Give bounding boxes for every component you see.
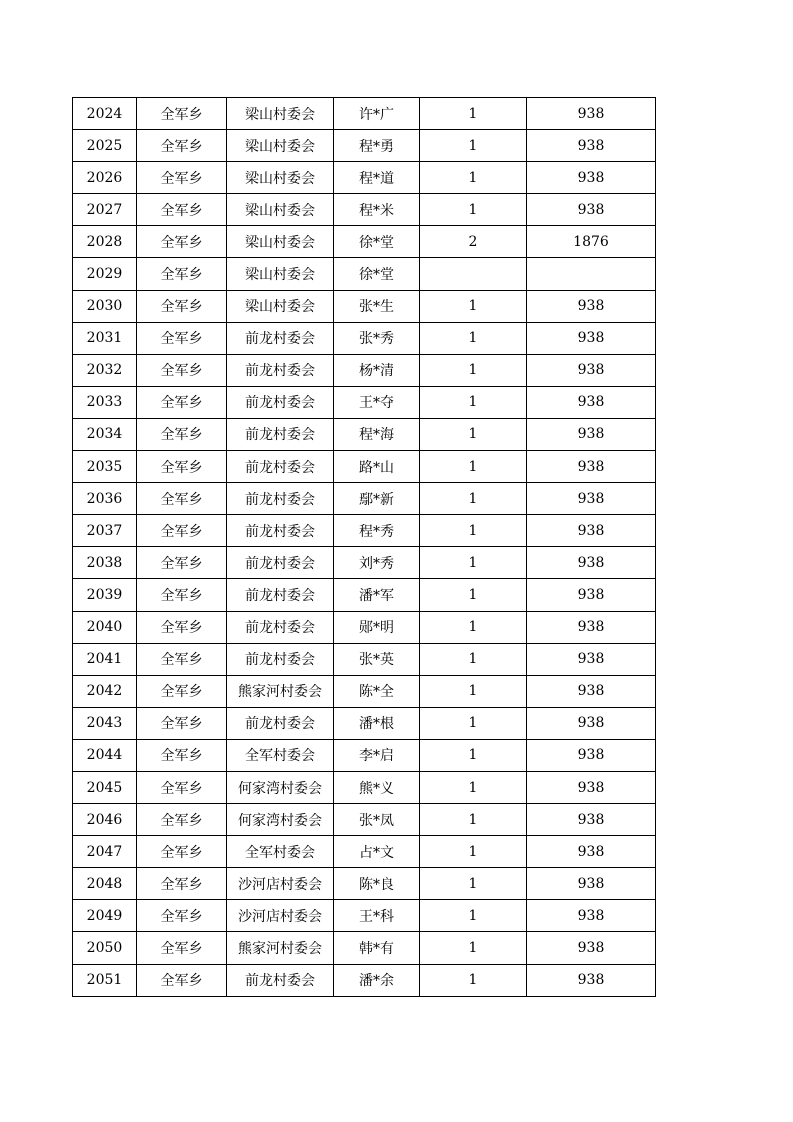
cell-name: 刘*秀 [334, 547, 420, 579]
cell-name: 熊*义 [334, 771, 420, 803]
cell-village: 梁山村委会 [227, 226, 334, 258]
cell-name: 张*秀 [334, 322, 420, 354]
table-row [73, 386, 656, 418]
cell-township: 全军乡 [137, 98, 227, 130]
cell-township: 全军乡 [137, 771, 227, 803]
cell-name: 张*凤 [334, 804, 420, 836]
cell-name: 张*英 [334, 643, 420, 675]
table-row [73, 194, 656, 226]
cell-number: 2039 [73, 579, 137, 611]
table-body [73, 98, 656, 997]
cell-amount: 938 [527, 322, 656, 354]
cell-number: 2033 [73, 386, 137, 418]
cell-count: 1 [420, 675, 527, 707]
table-row [73, 130, 656, 162]
cell-count: 1 [420, 515, 527, 547]
cell-village: 梁山村委会 [227, 258, 334, 290]
cell-village: 梁山村委会 [227, 98, 334, 130]
cell-township: 全军乡 [137, 579, 227, 611]
cell-township: 全军乡 [137, 290, 227, 322]
cell-name: 许*广 [334, 98, 420, 130]
cell-village: 前龙村委会 [227, 707, 334, 739]
cell-village: 前龙村委会 [227, 418, 334, 450]
cell-number: 2035 [73, 451, 137, 483]
cell-amount: 938 [527, 130, 656, 162]
cell-village: 全军村委会 [227, 739, 334, 771]
cell-count: 1 [420, 290, 527, 322]
cell-name: 韩*有 [334, 932, 420, 964]
cell-number: 2044 [73, 739, 137, 771]
table-row [73, 707, 656, 739]
cell-name: 程*海 [334, 418, 420, 450]
cell-village: 全军村委会 [227, 836, 334, 868]
cell-name: 郧*明 [334, 611, 420, 643]
cell-township: 全军乡 [137, 322, 227, 354]
cell-count: 1 [420, 483, 527, 515]
cell-township: 全军乡 [137, 707, 227, 739]
cell-township: 全军乡 [137, 900, 227, 932]
cell-amount: 938 [527, 964, 656, 996]
cell-village: 何家湾村委会 [227, 804, 334, 836]
table-row [73, 98, 656, 130]
cell-village: 前龙村委会 [227, 451, 334, 483]
cell-name: 潘*余 [334, 964, 420, 996]
cell-count: 1 [420, 418, 527, 450]
cell-township: 全军乡 [137, 611, 227, 643]
cell-number: 2032 [73, 354, 137, 386]
cell-number: 2036 [73, 483, 137, 515]
cell-number: 2025 [73, 130, 137, 162]
cell-amount: 938 [527, 643, 656, 675]
cell-township: 全军乡 [137, 130, 227, 162]
cell-name: 程*道 [334, 162, 420, 194]
cell-count: 1 [420, 579, 527, 611]
table-row [73, 739, 656, 771]
cell-count: 1 [420, 98, 527, 130]
cell-count: 1 [420, 771, 527, 803]
data-table [72, 97, 656, 997]
cell-count: 1 [420, 162, 527, 194]
cell-count: 1 [420, 322, 527, 354]
table-row [73, 547, 656, 579]
table-row [73, 836, 656, 868]
cell-village: 前龙村委会 [227, 354, 334, 386]
cell-amount: 938 [527, 418, 656, 450]
cell-number: 2026 [73, 162, 137, 194]
cell-name: 徐*堂 [334, 258, 420, 290]
cell-township: 全军乡 [137, 418, 227, 450]
cell-township: 全军乡 [137, 194, 227, 226]
cell-name: 潘*根 [334, 707, 420, 739]
table-row [73, 579, 656, 611]
cell-amount: 938 [527, 515, 656, 547]
cell-name: 张*生 [334, 290, 420, 322]
cell-number: 2046 [73, 804, 137, 836]
cell-amount: 938 [527, 162, 656, 194]
table-row [73, 771, 656, 803]
cell-village: 前龙村委会 [227, 643, 334, 675]
cell-name: 陈*良 [334, 868, 420, 900]
cell-amount: 938 [527, 739, 656, 771]
cell-village: 熊家河村委会 [227, 675, 334, 707]
table-row [73, 483, 656, 515]
cell-count [420, 258, 527, 290]
cell-count: 1 [420, 932, 527, 964]
cell-township: 全军乡 [137, 386, 227, 418]
cell-village: 前龙村委会 [227, 579, 334, 611]
cell-township: 全军乡 [137, 868, 227, 900]
cell-number: 2038 [73, 547, 137, 579]
table-row [73, 354, 656, 386]
cell-number: 2051 [73, 964, 137, 996]
cell-village: 梁山村委会 [227, 130, 334, 162]
cell-name: 王*夺 [334, 386, 420, 418]
cell-count: 1 [420, 804, 527, 836]
cell-number: 2045 [73, 771, 137, 803]
cell-number: 2042 [73, 675, 137, 707]
cell-count: 1 [420, 611, 527, 643]
cell-name: 占*文 [334, 836, 420, 868]
cell-amount: 938 [527, 386, 656, 418]
cell-count: 1 [420, 451, 527, 483]
cell-number: 2024 [73, 98, 137, 130]
cell-township: 全军乡 [137, 643, 227, 675]
cell-township: 全军乡 [137, 162, 227, 194]
cell-number: 2043 [73, 707, 137, 739]
cell-name: 潘*军 [334, 579, 420, 611]
table-row [73, 804, 656, 836]
cell-township: 全军乡 [137, 258, 227, 290]
cell-count: 1 [420, 194, 527, 226]
cell-village: 前龙村委会 [227, 547, 334, 579]
cell-amount: 938 [527, 579, 656, 611]
cell-count: 1 [420, 964, 527, 996]
cell-amount: 938 [527, 194, 656, 226]
cell-amount: 938 [527, 707, 656, 739]
cell-name: 王*科 [334, 900, 420, 932]
cell-amount: 938 [527, 354, 656, 386]
cell-township: 全军乡 [137, 675, 227, 707]
cell-township: 全军乡 [137, 932, 227, 964]
cell-township: 全军乡 [137, 547, 227, 579]
table-row [73, 290, 656, 322]
cell-amount: 938 [527, 900, 656, 932]
cell-number: 2028 [73, 226, 137, 258]
table-row [73, 611, 656, 643]
cell-village: 梁山村委会 [227, 162, 334, 194]
cell-count: 1 [420, 836, 527, 868]
table-row [73, 643, 656, 675]
table-row [73, 322, 656, 354]
table-row [73, 515, 656, 547]
cell-name: 李*启 [334, 739, 420, 771]
table-row [73, 258, 656, 290]
cell-amount: 938 [527, 804, 656, 836]
cell-village: 梁山村委会 [227, 290, 334, 322]
cell-amount: 938 [527, 98, 656, 130]
cell-name: 杨*清 [334, 354, 420, 386]
cell-name: 程*米 [334, 194, 420, 226]
cell-amount: 938 [527, 547, 656, 579]
cell-name: 程*勇 [334, 130, 420, 162]
cell-amount: 938 [527, 451, 656, 483]
cell-number: 2029 [73, 258, 137, 290]
cell-village: 沙河店村委会 [227, 868, 334, 900]
table-row [73, 162, 656, 194]
cell-village: 前龙村委会 [227, 483, 334, 515]
cell-count: 2 [420, 226, 527, 258]
cell-village: 何家湾村委会 [227, 771, 334, 803]
table-row [73, 964, 656, 996]
cell-number: 2041 [73, 643, 137, 675]
cell-number: 2050 [73, 932, 137, 964]
cell-township: 全军乡 [137, 836, 227, 868]
cell-count: 1 [420, 386, 527, 418]
cell-number: 2034 [73, 418, 137, 450]
cell-number: 2031 [73, 322, 137, 354]
cell-amount: 1876 [527, 226, 656, 258]
cell-township: 全军乡 [137, 515, 227, 547]
cell-village: 熊家河村委会 [227, 932, 334, 964]
table-row [73, 675, 656, 707]
cell-township: 全军乡 [137, 226, 227, 258]
cell-name: 程*秀 [334, 515, 420, 547]
table-row [73, 900, 656, 932]
cell-name: 陈*全 [334, 675, 420, 707]
cell-count: 1 [420, 643, 527, 675]
cell-amount: 938 [527, 836, 656, 868]
cell-count: 1 [420, 130, 527, 162]
cell-number: 2048 [73, 868, 137, 900]
cell-name: 徐*堂 [334, 226, 420, 258]
cell-township: 全军乡 [137, 354, 227, 386]
cell-count: 1 [420, 739, 527, 771]
cell-count: 1 [420, 707, 527, 739]
cell-amount: 938 [527, 868, 656, 900]
cell-township: 全军乡 [137, 451, 227, 483]
table-row [73, 932, 656, 964]
cell-number: 2040 [73, 611, 137, 643]
cell-village: 前龙村委会 [227, 964, 334, 996]
table-row [73, 868, 656, 900]
cell-amount: 938 [527, 675, 656, 707]
cell-name: 路*山 [334, 451, 420, 483]
cell-count: 1 [420, 868, 527, 900]
cell-amount: 938 [527, 290, 656, 322]
cell-village: 前龙村委会 [227, 322, 334, 354]
cell-count: 1 [420, 547, 527, 579]
cell-amount [527, 258, 656, 290]
cell-village: 前龙村委会 [227, 515, 334, 547]
cell-amount: 938 [527, 483, 656, 515]
cell-name: 鄢*新 [334, 483, 420, 515]
cell-amount: 938 [527, 611, 656, 643]
cell-number: 2027 [73, 194, 137, 226]
cell-village: 前龙村委会 [227, 611, 334, 643]
table-row [73, 451, 656, 483]
cell-number: 2047 [73, 836, 137, 868]
cell-count: 1 [420, 900, 527, 932]
cell-village: 梁山村委会 [227, 194, 334, 226]
cell-township: 全军乡 [137, 739, 227, 771]
cell-township: 全军乡 [137, 964, 227, 996]
cell-township: 全军乡 [137, 483, 227, 515]
cell-village: 前龙村委会 [227, 386, 334, 418]
table-row [73, 418, 656, 450]
cell-amount: 938 [527, 932, 656, 964]
cell-amount: 938 [527, 771, 656, 803]
cell-number: 2037 [73, 515, 137, 547]
cell-township: 全军乡 [137, 804, 227, 836]
table-row [73, 226, 656, 258]
cell-count: 1 [420, 354, 527, 386]
cell-number: 2030 [73, 290, 137, 322]
cell-village: 沙河店村委会 [227, 900, 334, 932]
cell-number: 2049 [73, 900, 137, 932]
